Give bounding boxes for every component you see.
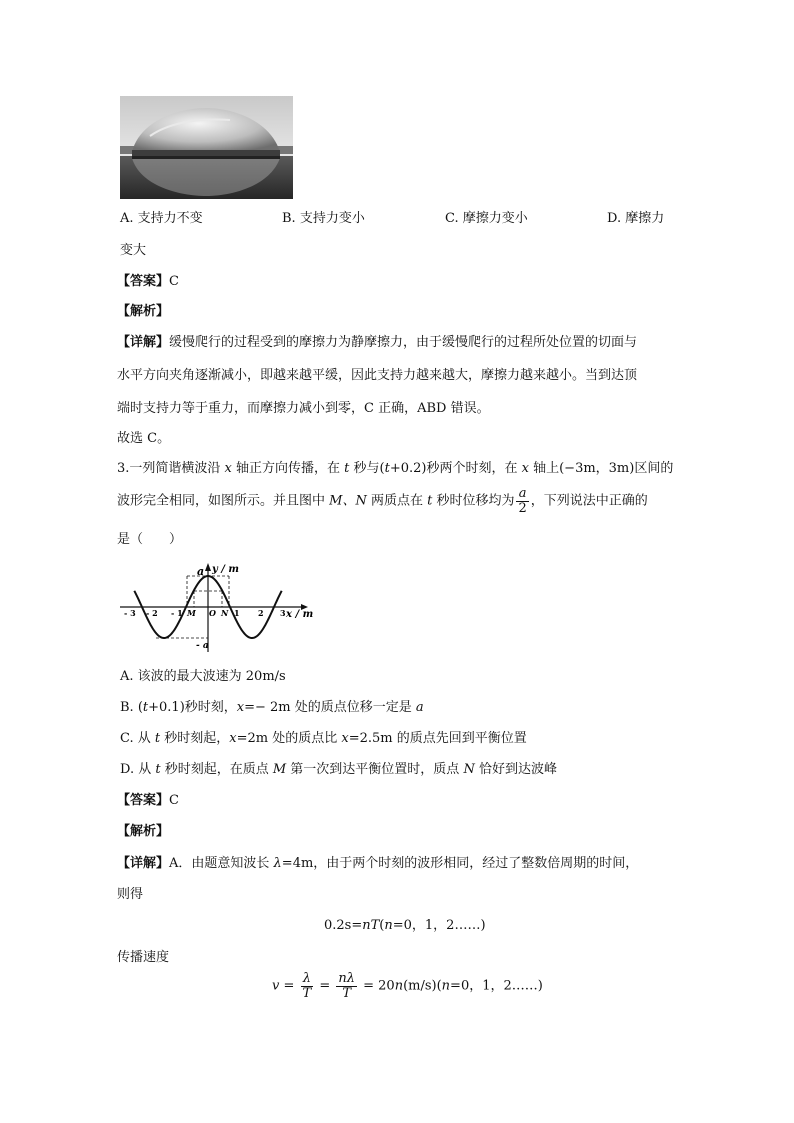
origin-label: O (209, 608, 216, 618)
m-label: M (187, 608, 196, 618)
fraction-lambda-over-T: $\frac{\lambda}{T}$ (302, 971, 312, 1001)
tick-pos-2: 2 (258, 608, 264, 618)
tick-neg-2: - 2 (146, 608, 158, 618)
equation-speed: v = $\frac{\lambda}{T}$ = $\frac{n\lambda}{T}$ = 20n(m/s)(n=0，1，2……) (272, 971, 543, 1001)
wave-figure (118, 560, 318, 655)
q2-option-c: C. 摩擦力变小 (445, 211, 528, 226)
q3-detail-line-1: 【详解】A．由题意知波长 λ=4m，由于两个时刻的波形相同，经过了整数倍周期的时间， (117, 856, 639, 871)
q3-answer (117, 789, 179, 808)
q3-option-a: A. 该波的最大波速为 20m/s (120, 669, 286, 684)
n-label: N (221, 608, 229, 618)
q3-stem-line-1: 3.一列简谐横波沿 x 轴正方向传播，在 t 秒与(t+0.2)秒两个时刻，在 x 轴上(−3m，3m)区间的 (117, 461, 674, 476)
q2-detail-line-3: 端时支持力等于重力，而摩擦力减小到零，C 正确，ABD 错误。 (117, 401, 490, 416)
q3-option-c: C. 从 t 秒时刻起，x=2m 处的质点比 x=2.5m 的质点先回到平衡位置 (120, 731, 527, 746)
tick-neg-1: - 1 (171, 608, 183, 618)
q2-detail-line-2: 水平方向夹角逐渐减小，即越来越平缓，因此支持力越来越大，摩擦力越来越小。当到达顶 (117, 368, 638, 383)
q2-answer (117, 270, 179, 289)
tick-pos-1: 1 (234, 608, 240, 618)
detail-text: 缓慢爬行的过程受到的摩擦力为静摩擦力，由于缓慢爬行的过程所处位置的切面与 (169, 335, 638, 350)
detail-label: 【详解】 (117, 335, 170, 350)
q3-stem-line-3: 是（ ） (117, 532, 183, 547)
y-axis-label: y / m (212, 564, 240, 575)
q2-conclusion: 故选 C。 (117, 431, 171, 446)
amp-bottom-label: - a (196, 641, 209, 651)
q2-detail-line-1 (117, 331, 637, 350)
tick-pos-3: 3 (280, 608, 286, 618)
q3-analysis-label: 【解析】 (117, 824, 170, 839)
answer-value: C (169, 793, 179, 808)
detail-label: 【详解】 (117, 856, 170, 871)
q2-option-b: B. 支持力变小 (282, 211, 365, 226)
q3-option-b: B. (t+0.1)秒时刻，x=− 2m 处的质点位移一定是 a (120, 700, 424, 715)
stadium-photo (120, 96, 293, 199)
fraction-n-lambda-over-T: $\frac{n\lambda}{T}$ (338, 971, 355, 1001)
answer-value: C (169, 274, 179, 289)
q2-option-d-continued: 变大 (120, 243, 147, 258)
speed-label: 传播速度 (117, 950, 170, 965)
amp-top-label: a (197, 565, 205, 578)
answer-label: 【答案】 (117, 274, 170, 289)
equation-period: 0.2s=nT(n=0，1，2……) (324, 918, 486, 933)
stadium-photo-graphic (120, 96, 293, 199)
x-axis-label: x / m (286, 609, 314, 620)
fraction-a-over-2: $\frac{a}{2}$ (518, 486, 527, 516)
wave-figure-svg (118, 560, 318, 655)
q2-analysis-label: 【解析】 (117, 304, 170, 319)
q3-detail-line-2: 则得 (117, 887, 144, 902)
q2-option-a: A. 支持力不变 (120, 211, 203, 226)
q3-option-d: D. 从 t 秒时刻起，在质点 M 第一次到达平衡位置时，质点 N 恰好到达波峰 (120, 762, 557, 777)
q2-option-d: D. 摩擦力 (607, 211, 665, 226)
q3-stem-line-2: 波形完全相同，如图所示。并且图中 M、N 两质点在 t 秒时位移均为 $\frac{a}{2}$ ，下列说法中正确的 (117, 486, 648, 516)
answer-label: 【答案】 (117, 793, 170, 808)
y-axis-arrow (205, 563, 211, 571)
tick-neg-3: - 3 (124, 608, 136, 618)
